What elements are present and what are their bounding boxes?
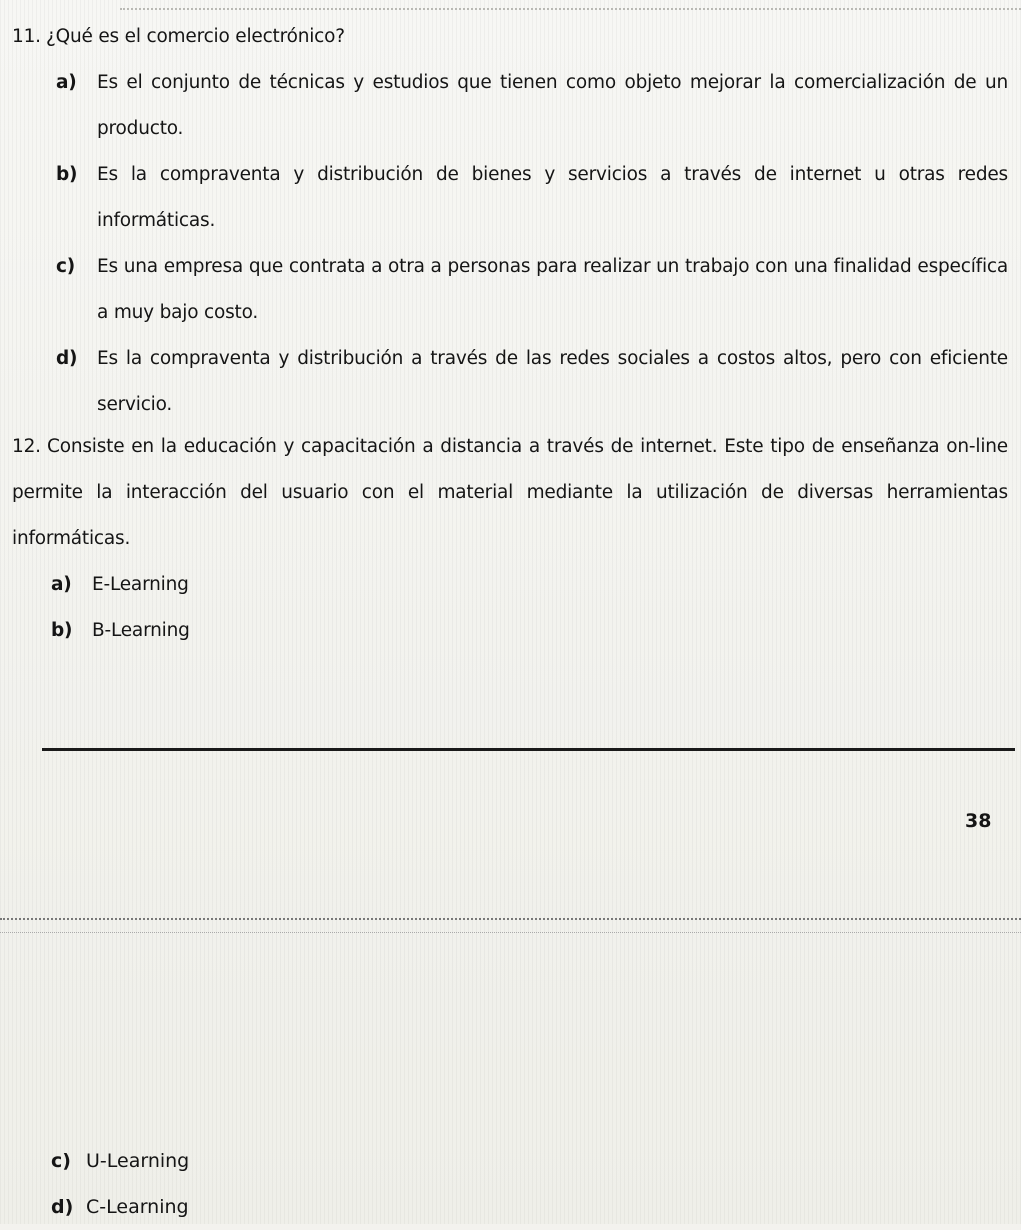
question-11-title bbox=[12, 14, 1008, 60]
question-12-text: Consiste en la educación y capacitación a distancia a través de internet. Este tipo de enseñanza on-line permite la interacción del usuario con el material mediante la utilización de diversas herramientas informáticas. bbox=[12, 436, 1008, 549]
question-11-option-c bbox=[56, 244, 1008, 336]
question-11-option-d bbox=[56, 336, 1008, 428]
footer-rule bbox=[42, 748, 1015, 751]
option-letter: b) bbox=[51, 620, 73, 641]
option-text: Es el conjunto de técnicas y estudios que tienen como objeto mejorar la comercialización de un producto. bbox=[97, 72, 1008, 139]
question-12-number: 12. bbox=[12, 436, 41, 457]
question-12 bbox=[12, 424, 1008, 654]
option-letter: a) bbox=[51, 574, 72, 595]
page-number: 38 bbox=[965, 810, 992, 832]
option-letter: d) bbox=[51, 1196, 74, 1218]
question-12-option-a bbox=[51, 562, 1008, 608]
option-letter: d) bbox=[56, 348, 78, 369]
option-text: C-Learning bbox=[86, 1196, 189, 1218]
question-12-option-c bbox=[51, 1138, 189, 1184]
option-letter: c) bbox=[56, 256, 76, 277]
page-break-line bbox=[0, 918, 1021, 920]
option-text: U-Learning bbox=[86, 1150, 190, 1172]
question-11-options bbox=[12, 60, 1008, 428]
page-break-line-secondary bbox=[0, 932, 1021, 933]
question-11-number: 11. bbox=[12, 26, 41, 47]
option-text: Es una empresa que contrata a otra a personas para realizar un trabajo con una finalidad específica a muy bajo costo. bbox=[97, 256, 1008, 323]
question-12-prompt bbox=[12, 424, 1008, 562]
option-letter: a) bbox=[56, 72, 77, 93]
option-text: Es la compraventa y distribución a través de las redes sociales a costos altos, pero con eficiente servicio. bbox=[97, 348, 1008, 415]
option-text: B-Learning bbox=[92, 620, 190, 641]
question-12-option-d bbox=[51, 1184, 189, 1230]
option-text: E-Learning bbox=[92, 574, 189, 595]
question-11-option-a bbox=[56, 60, 1008, 152]
question-12-options-page-2 bbox=[51, 1138, 189, 1230]
top-dotted-border bbox=[120, 8, 1021, 10]
option-letter: c) bbox=[51, 1150, 71, 1172]
question-11-text: ¿Qué es el comercio electrónico? bbox=[46, 26, 345, 47]
question-11-option-b bbox=[56, 152, 1008, 244]
option-letter: b) bbox=[56, 164, 78, 185]
question-11 bbox=[12, 14, 1008, 428]
option-text: Es la compraventa y distribución de bienes y servicios a través de internet u otras redes informáticas. bbox=[97, 164, 1008, 231]
question-12-options-page-1 bbox=[12, 562, 1008, 654]
question-12-option-b bbox=[51, 608, 1008, 654]
